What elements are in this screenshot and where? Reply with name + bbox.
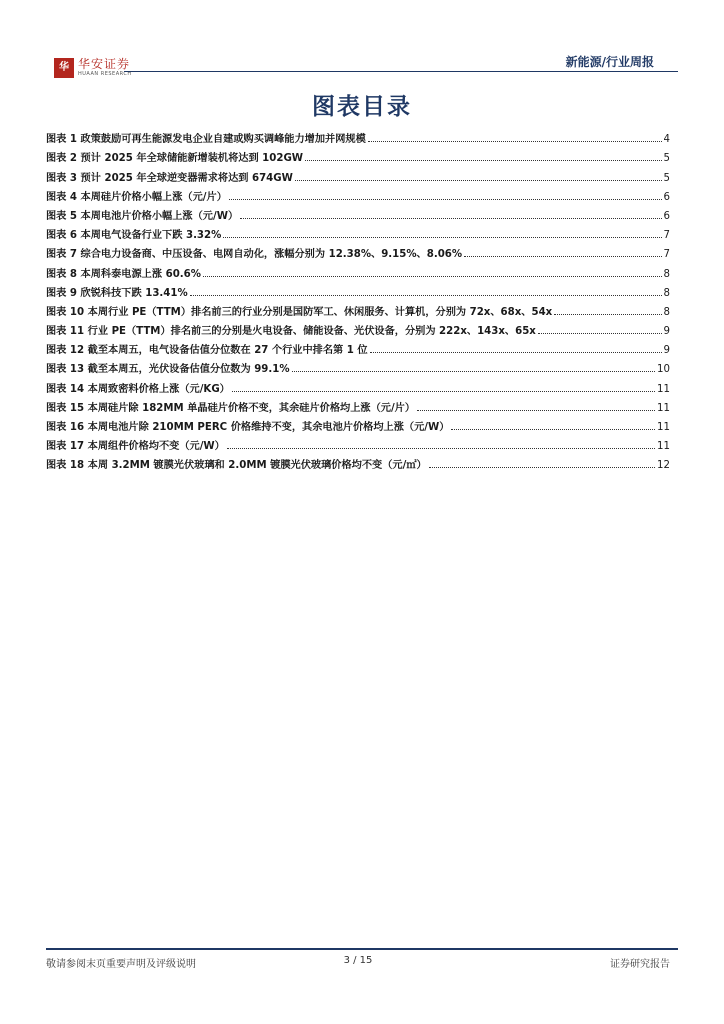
toc-entry-page[interactable]: 5: [663, 172, 670, 184]
toc-entry-page[interactable]: 4: [663, 134, 670, 146]
toc-entry-page[interactable]: 11: [657, 441, 670, 453]
toc-dot-leader: [464, 256, 661, 257]
toc-dot-leader: [227, 448, 655, 449]
toc-dot-leader: [417, 410, 655, 411]
toc-entry-label[interactable]: 图表 12 截至本周五，电气设备估值分位数在 27 个行业中排名第 1 位: [46, 345, 368, 357]
toc-entry-label[interactable]: 图表 5 本周电池片价格小幅上涨（元/W）: [46, 210, 239, 222]
toc-dot-leader: [538, 333, 662, 334]
toc-entry-label[interactable]: 图表 10 本周行业 PE（TTM）排名前三的行业分别是国防军工、休闲服务、计算机，分别为 72x、68x、54x: [46, 306, 553, 318]
toc-entry-label[interactable]: 图表 1 政策鼓励可再生能源发电企业自建或购买调峰能力增加并网规模: [46, 134, 366, 146]
toc-entry-page[interactable]: 8: [663, 268, 670, 280]
toc-entry-page[interactable]: 11: [657, 383, 670, 395]
toc-entry[interactable]: [46, 164, 670, 183]
toc-entry-page[interactable]: 8: [663, 287, 670, 299]
toc-entry-page[interactable]: 8: [663, 306, 670, 318]
toc-entry-page[interactable]: 6: [663, 191, 670, 203]
toc-entry[interactable]: [46, 318, 670, 337]
toc-entry-page[interactable]: 9: [663, 326, 670, 338]
toc-dot-leader: [554, 314, 661, 315]
toc-entry-page[interactable]: 9: [663, 345, 670, 357]
toc-entry[interactable]: [46, 280, 670, 299]
footer-disclaimer: 敬请参阅末页重要声明及评级说明: [46, 959, 196, 970]
toc-dot-leader: [229, 199, 662, 200]
toc-entry-label[interactable]: 图表 7 综合电力设备商、中压设备、电网自动化，涨幅分别为 12.38%、9.15%、8.06%: [46, 249, 463, 261]
toc-entry-label[interactable]: 图表 18 本周 3.2MM 镀膜光伏玻璃和 2.0MM 镀膜光伏玻璃价格均不变（元/㎡）: [46, 460, 427, 472]
toc-entry-label[interactable]: 图表 17 本周组件价格均不变（元/W）: [46, 441, 225, 453]
toc-entry-label[interactable]: 图表 9 欣锐科技下跌 13.41%: [46, 287, 188, 299]
toc-dot-leader: [292, 371, 655, 372]
toc-dot-leader: [370, 352, 662, 353]
toc-entry[interactable]: [46, 414, 670, 433]
company-logo: [54, 58, 132, 78]
toc-entry-page[interactable]: 11: [657, 422, 670, 433]
toc-entry-label[interactable]: 图表 2 预计 2025 年全球储能新增装机将达到 102GW: [46, 153, 304, 165]
toc-entry-page[interactable]: 7: [663, 249, 670, 261]
toc-entry-page[interactable]: 12: [657, 460, 670, 472]
toc-entry-label[interactable]: 图表 3 预计 2025 年全球逆变器需求将达到 674GW: [46, 172, 293, 184]
toc-entry[interactable]: [46, 260, 670, 279]
toc-entry-label[interactable]: 图表 15 本周硅片除 182MM 单晶硅片价格不变，其余硅片价格均上涨（元/片）: [46, 402, 416, 414]
toc-entry[interactable]: [46, 433, 670, 452]
toc-entry[interactable]: [46, 222, 670, 241]
toc-entry-page[interactable]: 11: [657, 402, 670, 414]
page-number: 3 / 15: [343, 955, 373, 966]
toc-entry[interactable]: [46, 337, 670, 356]
toc-entry[interactable]: [46, 395, 670, 414]
toc-dot-leader: [451, 429, 655, 430]
toc-dot-leader: [305, 160, 661, 161]
toc-entry[interactable]: [46, 356, 670, 375]
toc-entry-page[interactable]: 7: [663, 230, 670, 242]
toc-entry-label[interactable]: 图表 13 截至本周五，光伏设备估值分位数为 99.1%: [46, 364, 290, 376]
toc-entry-label[interactable]: 图表 4 本周硅片价格小幅上涨（元/片）: [46, 191, 227, 203]
toc-dot-leader: [203, 276, 662, 277]
toc-entry-page[interactable]: 5: [663, 153, 670, 165]
toc-entry-label[interactable]: 图表 11 行业 PE（TTM）排名前三的分别是火电设备、储能设备、光伏设备，分别为 222x、143x、65x: [46, 326, 536, 338]
logo-seal-icon: 华: [54, 58, 74, 78]
toc-entry[interactable]: [46, 145, 670, 164]
toc-entry[interactable]: [46, 126, 670, 145]
report-category: 新能源/行业周报: [565, 55, 654, 69]
toc-dot-leader: [429, 467, 655, 468]
logo-name: 华安证券: [78, 57, 131, 71]
toc-dot-leader: [232, 391, 655, 392]
toc-entry[interactable]: [46, 203, 670, 222]
toc-entry[interactable]: [46, 241, 670, 260]
toc-entry-page[interactable]: 10: [657, 364, 670, 376]
header-divider: [124, 71, 678, 72]
toc-dot-leader: [223, 237, 661, 238]
toc-entry[interactable]: [46, 452, 670, 471]
toc-entry-label[interactable]: 图表 6 本周电气设备行业下跌 3.32%: [46, 230, 222, 242]
page-footer: [46, 955, 670, 971]
toc-dot-leader: [240, 218, 661, 219]
footer-divider: [46, 948, 678, 950]
page-title: 图表目录: [312, 94, 412, 120]
toc-entry[interactable]: [46, 299, 670, 318]
toc-entry[interactable]: [46, 375, 670, 394]
page-header: [46, 52, 678, 82]
toc-dot-leader: [190, 295, 662, 296]
toc-entry-label[interactable]: 图表 14 本周致密料价格上涨（元/KG）: [46, 383, 230, 395]
toc-entry-label[interactable]: 图表 16 本周电池片除 210MM PERC 价格维持不变，其余电池片价格均上涨（元/W）: [46, 422, 450, 433]
report-type: 证券研究报告: [610, 959, 670, 970]
toc-entry-page[interactable]: 6: [663, 210, 670, 222]
toc-entry[interactable]: [46, 184, 670, 203]
logo-subtitle: HUAAN RESEARCH: [78, 71, 132, 77]
toc-entry-label[interactable]: 图表 8 本周科泰电源上涨 60.6%: [46, 268, 201, 280]
figure-list: [46, 126, 670, 471]
toc-dot-leader: [368, 141, 662, 142]
toc-dot-leader: [295, 180, 662, 181]
